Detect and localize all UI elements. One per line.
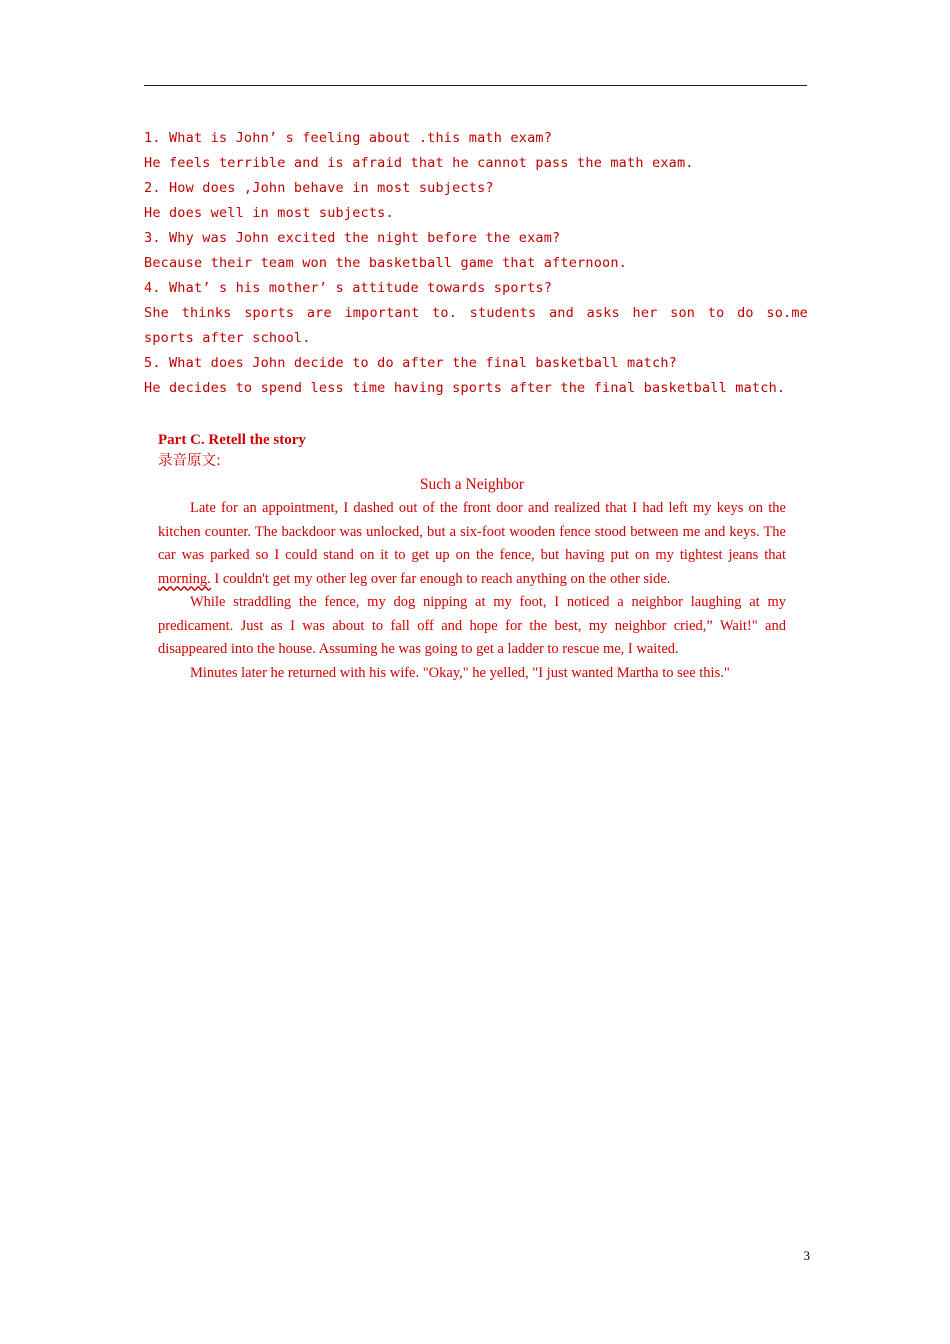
paragraph-1-text-end: I couldn't get my other leg over far enough to reach anything on the other side.	[210, 570, 671, 587]
story-paragraph-3: Minutes later he returned with his wife. "Okay," he yelled, "I just wanted Martha to see this."	[190, 664, 730, 681]
question-5: 5. What does John decide to do after the final basketball match?	[144, 355, 677, 371]
header-rule	[144, 85, 807, 86]
transcript-label: 录音原文:	[158, 453, 221, 469]
answer-1: He feels terrible and is afraid that he cannot pass the math exam.	[144, 155, 694, 171]
story-paragraph-1	[158, 497, 786, 591]
question-1: 1. What is John’ s feeling about .this math exam?	[144, 130, 553, 146]
paragraph-1-text: Late for an appointment, I dashed out of the front door and realized that I had left my keys on the kitchen counter. The backdoor was unlocked, but a six-foot wooden fence stood between me and keys. The car was parked so I could stand on it to get up on the fence, but having put on my tightest jeans that	[158, 500, 786, 563]
page-number: 3	[803, 1248, 810, 1263]
answer-4: She thinks sports are important to. students and asks her son to do so.me sports after school.	[144, 305, 817, 346]
answer-2: He does well in most subjects.	[144, 205, 394, 221]
story-paragraph-2: While straddling the fence, my dog nipping at my foot, I noticed a neighbor laughing at my predicament. Just as I was about to fall off and hope for the best, my neighbor cried,” Wait!" and disappeared into the house. Assuming he was going to get a ladder to rescue me, I waited.	[158, 594, 786, 657]
question-2: 2. How does ,John behave in most subjects?	[144, 180, 494, 196]
story-title: Such a Neighbor	[419, 476, 525, 493]
part-c-title: Part C. Retell the story	[158, 432, 306, 448]
question-4: 4. What’ s his mother’ s attitude towards sports?	[144, 280, 553, 296]
answer-3: Because their team won the basketball game that afternoon.	[144, 255, 628, 271]
question-3: 3. Why was John excited the night before the exam?	[144, 230, 561, 246]
qa-section	[144, 126, 817, 401]
part-c-section	[158, 430, 786, 685]
answer-5: He decides to spend less time having sports after the final basketball match.	[144, 380, 786, 396]
spellcheck-marked-word: morning.	[158, 570, 211, 587]
